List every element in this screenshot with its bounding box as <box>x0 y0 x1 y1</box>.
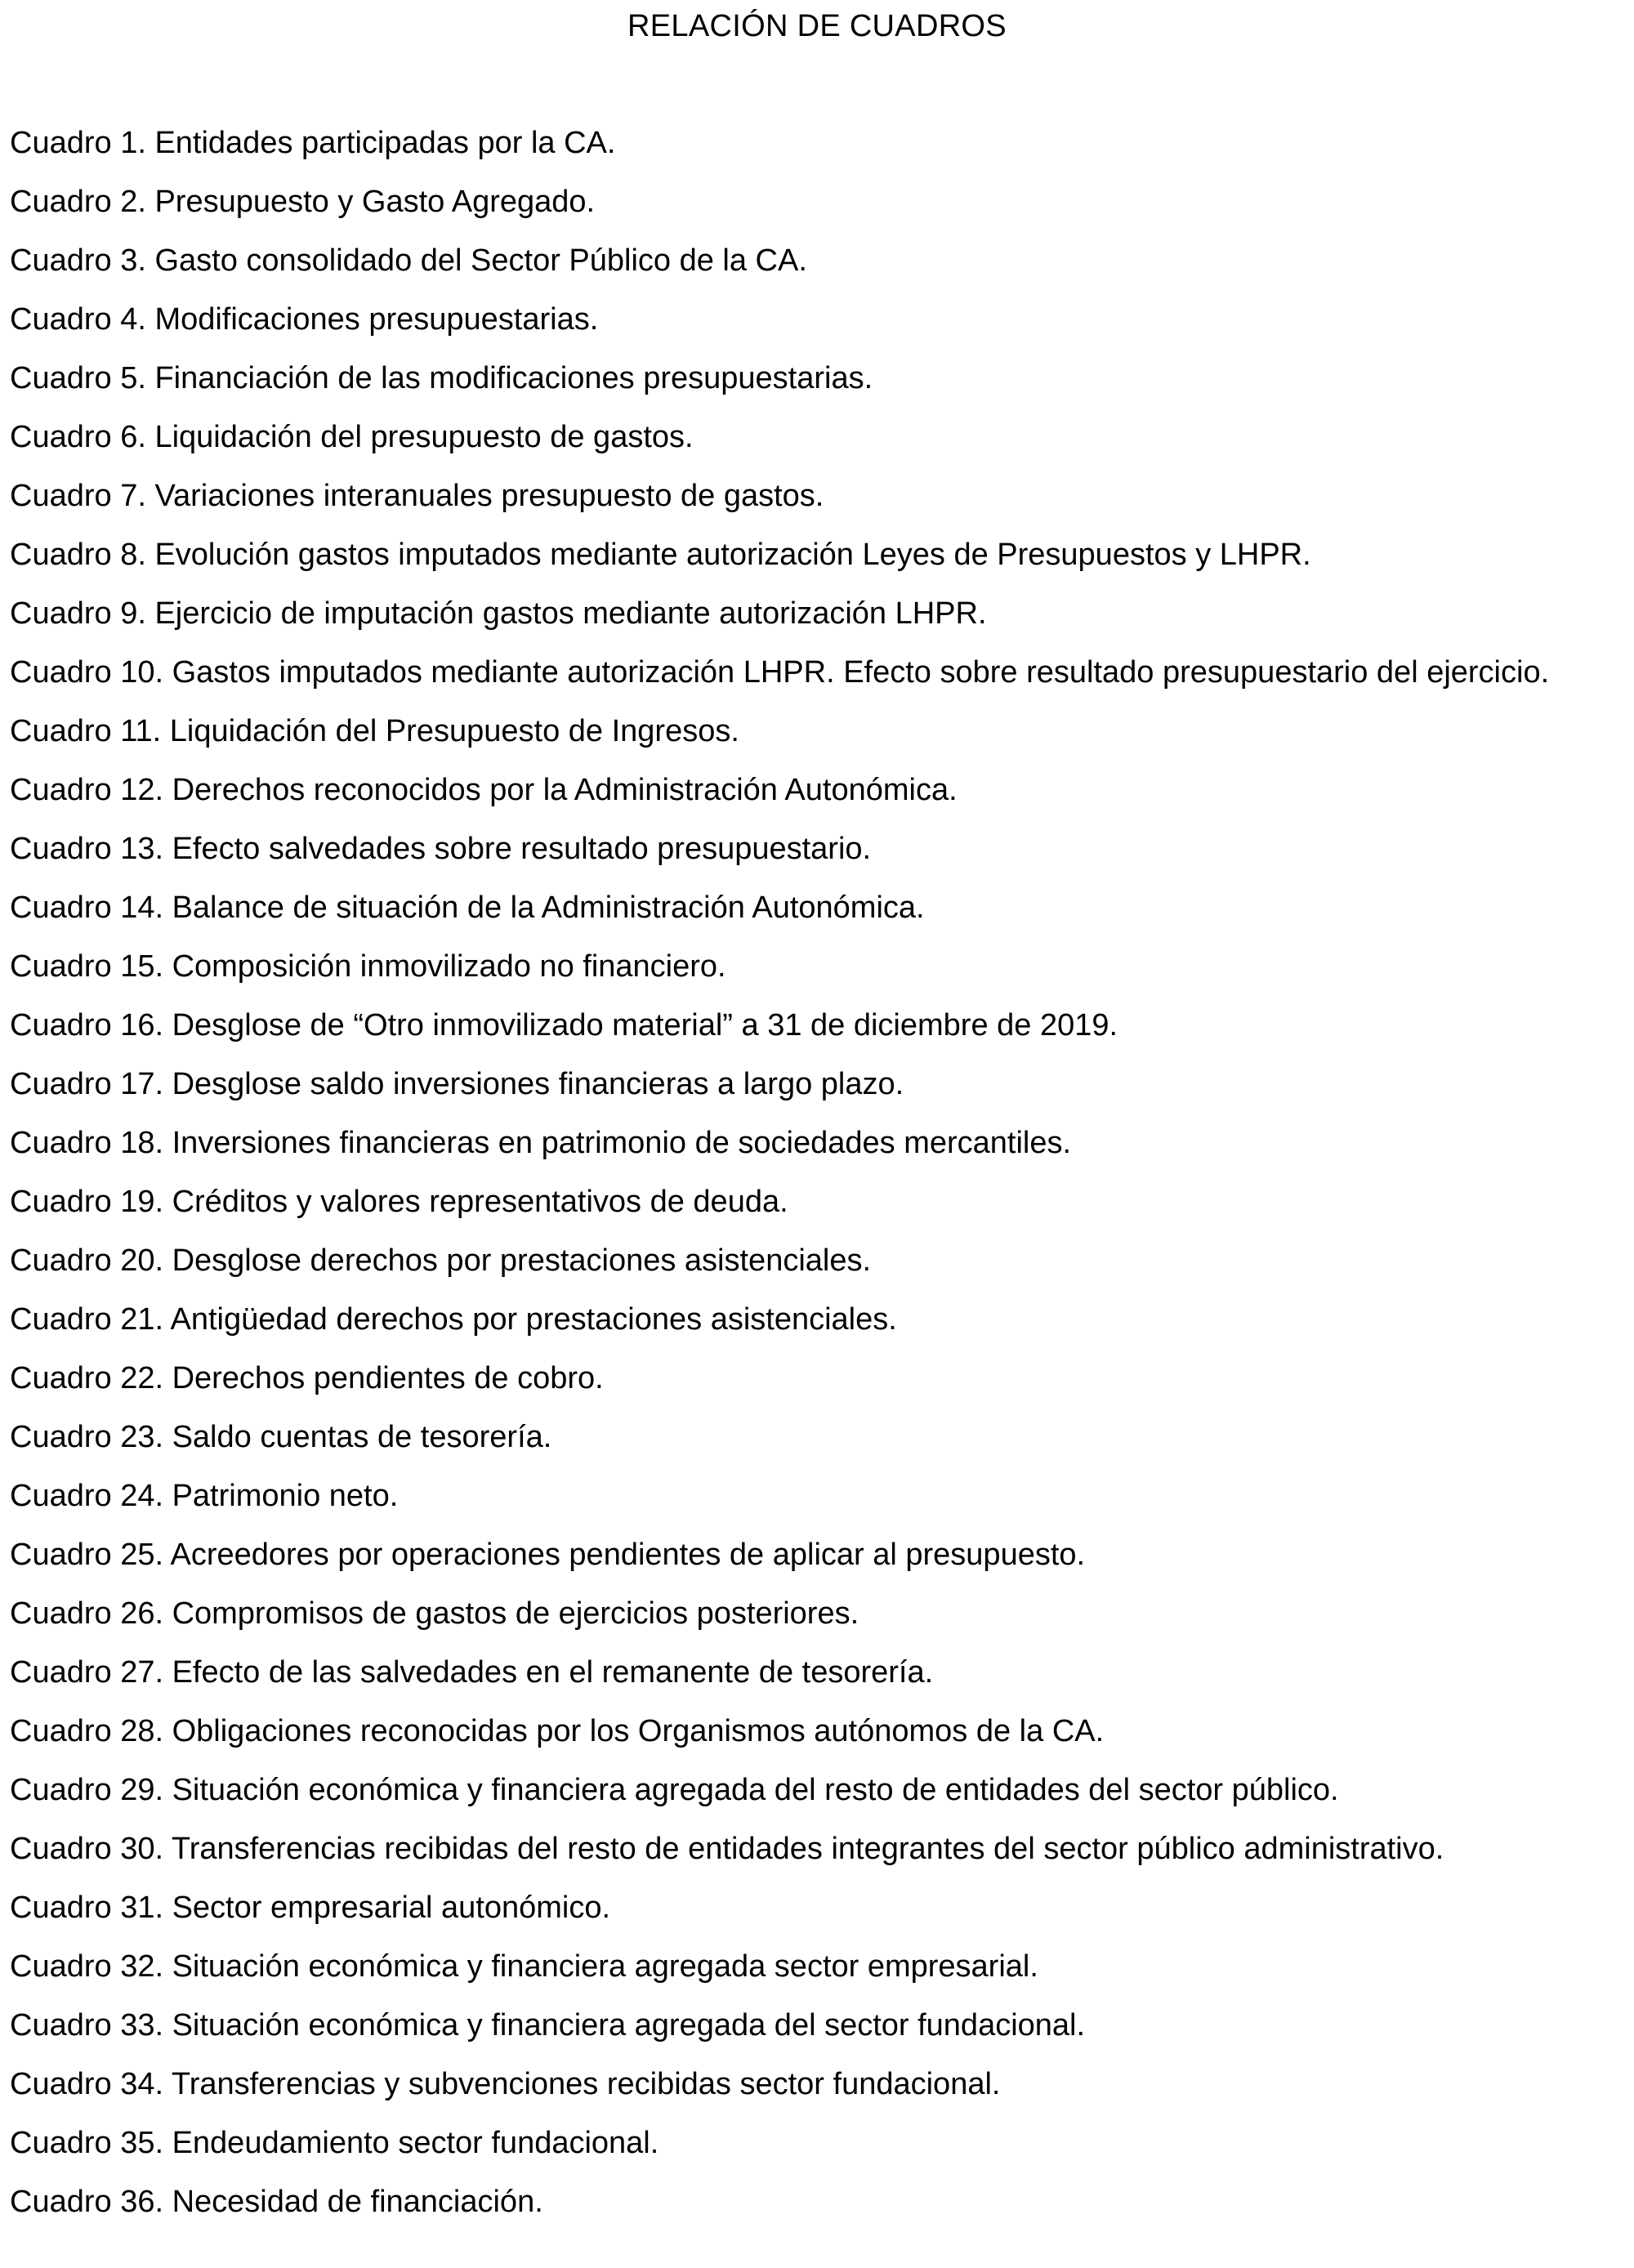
list-item: Cuadro 12. Derechos reconocidos por la Administración Autonómica. <box>10 773 958 807</box>
list-item: Cuadro 7. Variaciones interanuales presupuesto de gastos. <box>10 479 824 513</box>
list-item: Cuadro 10. Gastos imputados mediante autorización LHPR. Efecto sobre resultado presupuestario del ejercicio. <box>10 655 1550 690</box>
list-item: Cuadro 25. Acreedores por operaciones pendientes de aplicar al presupuesto. <box>10 1538 1086 1572</box>
list-item: Cuadro 11. Liquidación del Presupuesto de Ingresos. <box>10 714 739 748</box>
list-item: Cuadro 27. Efecto de las salvedades en el remanente de tesorería. <box>10 1655 934 1690</box>
list-item: Cuadro 8. Evolución gastos imputados mediante autorización Leyes de Presupuestos y LHPR. <box>10 538 1311 572</box>
list-item: Cuadro 26. Compromisos de gastos de ejercicios posteriores. <box>10 1596 859 1631</box>
list-item: Cuadro 20. Desglose derechos por prestaciones asistenciales. <box>10 1243 872 1278</box>
list-item: Cuadro 18. Inversiones financieras en patrimonio de sociedades mercantiles. <box>10 1126 1072 1160</box>
list-item: Cuadro 4. Modificaciones presupuestarias. <box>10 302 599 337</box>
list-item: Cuadro 5. Financiación de las modificaciones presupuestarias. <box>10 361 873 395</box>
list-item: Cuadro 14. Balance de situación de la Administración Autonómica. <box>10 891 925 925</box>
list-item: Cuadro 33. Situación económica y financiera agregada del sector fundacional. <box>10 2008 1086 2043</box>
list-item: Cuadro 1. Entidades participadas por la CA. <box>10 126 616 160</box>
list-item: Cuadro 24. Patrimonio neto. <box>10 1479 399 1513</box>
list-item: Cuadro 28. Obligaciones reconocidas por los Organismos autónomos de la CA. <box>10 1714 1105 1748</box>
list-item: Cuadro 30. Transferencias recibidas del resto de entidades integrantes del sector público administrativo. <box>10 1832 1444 1866</box>
list-item: Cuadro 3. Gasto consolidado del Sector Público de la CA. <box>10 243 807 278</box>
list-item: Cuadro 31. Sector empresarial autonómico. <box>10 1891 611 1925</box>
list-item: Cuadro 9. Ejercicio de imputación gastos mediante autorización LHPR. <box>10 596 987 631</box>
document-title: RELACIÓN DE CUADROS <box>627 9 1007 43</box>
list-item: Cuadro 29. Situación económica y financiera agregada del resto de entidades del sector público. <box>10 1773 1339 1807</box>
list-item: Cuadro 32. Situación económica y financiera agregada sector empresarial. <box>10 1949 1038 1984</box>
list-item: Cuadro 16. Desglose de “Otro inmovilizado material” a 31 de diciembre de 2019. <box>10 1008 1118 1042</box>
list-item: Cuadro 6. Liquidación del presupuesto de gastos. <box>10 420 694 454</box>
list-item: Cuadro 36. Necesidad de financiación. <box>10 2185 543 2219</box>
list-item: Cuadro 21. Antigüedad derechos por prestaciones asistenciales. <box>10 1302 897 1337</box>
list-item: Cuadro 22. Derechos pendientes de cobro. <box>10 1361 604 1395</box>
list-item: Cuadro 15. Composición inmovilizado no financiero. <box>10 949 726 984</box>
list-item: Cuadro 2. Presupuesto y Gasto Agregado. <box>10 185 596 219</box>
table-index-list <box>10 124 1623 2242</box>
list-item: Cuadro 23. Saldo cuentas de tesorería. <box>10 1420 552 1454</box>
list-item: Cuadro 17. Desglose saldo inversiones financieras a largo plazo. <box>10 1067 904 1101</box>
list-item: Cuadro 35. Endeudamiento sector fundacional. <box>10 2126 659 2160</box>
list-item: Cuadro 13. Efecto salvedades sobre resultado presupuestario. <box>10 832 872 866</box>
list-item: Cuadro 19. Créditos y valores representativos de deuda. <box>10 1185 788 1219</box>
list-item: Cuadro 34. Transferencias y subvenciones recibidas sector fundacional. <box>10 2067 1001 2101</box>
